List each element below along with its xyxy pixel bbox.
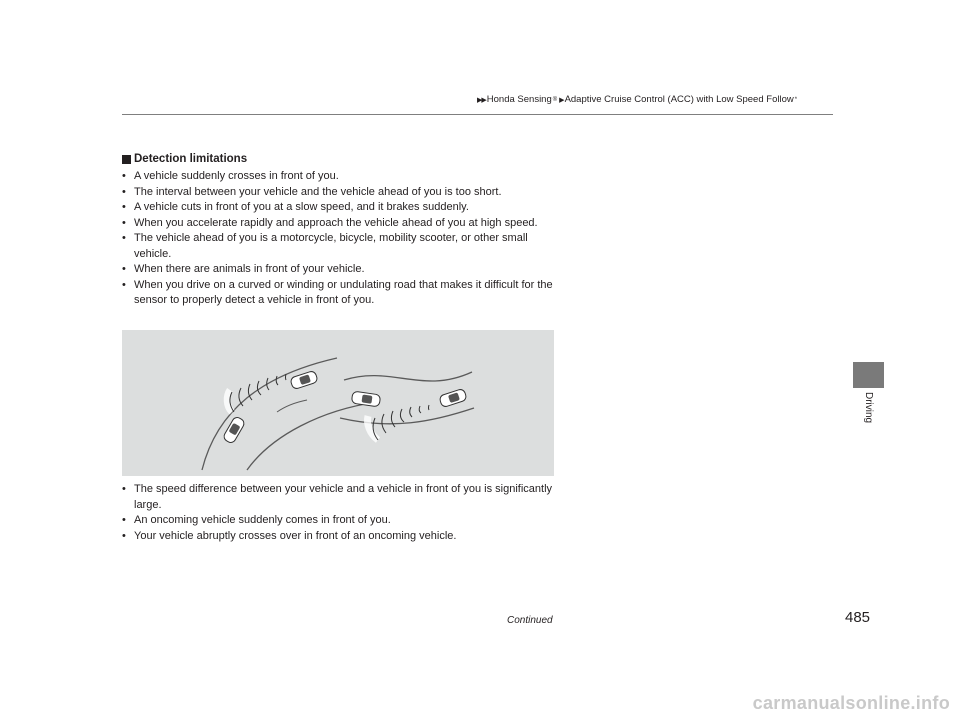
breadcrumb-arrow-icon: ▶▶ [477, 96, 486, 104]
list-item: • When you drive on a curved or winding or undulating road that makes it difficult for the sensor to properly detect a vehicle in front of you. [122, 278, 562, 309]
list-item: • When there are animals in front of your vehicle. [122, 262, 562, 278]
car-icon [439, 388, 467, 407]
list-item: • A vehicle suddenly crosses in front of you. [122, 169, 562, 185]
breadcrumb-item-honda-sensing[interactable]: Honda Sensing [486, 94, 552, 105]
list-item: • An oncoming vehicle suddenly comes in front of you. [122, 513, 562, 529]
curved-road-illustration [122, 330, 554, 476]
section-heading [122, 153, 247, 165]
list-item: • When you accelerate rapidly and approach the vehicle ahead of you at high speed. [122, 216, 562, 232]
car-icon [351, 391, 380, 407]
limitations-list-continued [122, 482, 562, 544]
limitations-list [122, 169, 562, 309]
breadcrumb-arrow-icon: ▶ [559, 96, 564, 104]
continued-label: Continued [507, 615, 553, 626]
car-icon [290, 370, 318, 389]
chapter-tab-label: Driving [863, 392, 874, 424]
road-diagram [122, 330, 554, 476]
page-number: 485 [845, 609, 871, 626]
breadcrumb [477, 94, 797, 105]
registered-mark: ® [552, 96, 558, 103]
header-rule [122, 114, 833, 115]
breadcrumb-item-acc[interactable]: Adaptive Cruise Control (ACC) with Low Speed Follow [564, 94, 794, 105]
list-item: • Your vehicle abruptly crosses over in front of an oncoming vehicle. [122, 529, 562, 545]
option-asterisk: * [794, 96, 798, 103]
list-item: • A vehicle cuts in front of you at a slow speed, and it brakes suddenly. [122, 200, 562, 216]
section-title: Detection limitations [134, 153, 248, 165]
list-item: • The speed difference between your vehicle and a vehicle in front of you is significantly large. [122, 482, 562, 513]
chapter-tab[interactable] [853, 362, 884, 388]
section-square-icon [122, 155, 131, 164]
list-item: • The vehicle ahead of you is a motorcycle, bicycle, mobility scooter, or other small vehicle. [122, 231, 562, 262]
watermark: carmanualsonline.info [752, 693, 950, 713]
list-item: • The interval between your vehicle and the vehicle ahead of you is too short. [122, 185, 562, 201]
